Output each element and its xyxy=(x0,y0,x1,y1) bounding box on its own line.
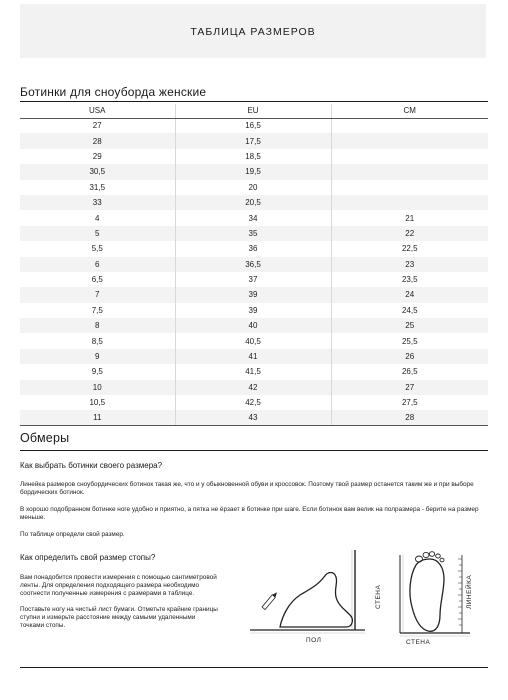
cell-usa: 9 xyxy=(20,349,175,364)
section-title-measurements: Обмеры xyxy=(20,431,70,445)
cell-usa: 30,5 xyxy=(20,164,175,179)
cell-usa: 5 xyxy=(20,226,175,241)
column-header-cm: CM xyxy=(331,104,488,118)
cell-eu: 39 xyxy=(175,287,331,302)
cell-eu: 40 xyxy=(175,318,331,333)
cell-usa: 10,5 xyxy=(89,398,106,408)
table-row xyxy=(20,318,488,333)
table-row xyxy=(20,303,488,318)
table-row xyxy=(20,333,488,348)
cell-usa: 8 xyxy=(20,318,175,333)
cell-eu: 41,5 xyxy=(175,364,331,379)
table-body xyxy=(20,118,488,426)
column-header-eu: EU xyxy=(175,104,331,118)
foot-diagram-illustration xyxy=(240,545,490,660)
paragraph-fit: В хорошо подобранном ботинке ноге удобно и приятно, а пятка не ёрзает в ботинке при шаге. Если ботинок вам велик на полразмера - берите на размер меньше. xyxy=(20,506,479,522)
cell-usa: 7 xyxy=(20,287,175,302)
table-row xyxy=(20,349,488,364)
foot-measurement-diagram xyxy=(240,545,490,660)
table-row xyxy=(20,364,488,379)
cell-cm xyxy=(331,180,488,195)
paragraph-size-line: Линейка размеров сноубордических ботинок такая же, что и у обыкновенной обуви и кроссовок. Поэтому твой размер останется таким же и при выборе бордических ботинок. xyxy=(20,481,474,497)
table-row xyxy=(20,118,488,133)
cell-eu: 36 xyxy=(175,241,331,256)
cell-cm: 25,5 xyxy=(331,333,488,348)
cell-usa: 11 xyxy=(20,410,175,425)
cell-cm: 24,5 xyxy=(331,303,488,318)
table-row xyxy=(20,180,488,195)
table-row xyxy=(20,226,488,241)
cell-cm: 26,5 xyxy=(331,364,488,379)
cell-cm xyxy=(331,149,488,164)
table-row xyxy=(20,380,488,395)
cell-cm: 24 xyxy=(331,287,488,302)
cell-eu: 16,5 xyxy=(175,118,331,133)
cell-eu: 41 xyxy=(175,349,331,364)
cell-cm xyxy=(331,118,488,133)
wall-label-side: СТЕНА xyxy=(375,584,382,609)
question-choose-size: Как выбрать ботинки своего размера? xyxy=(20,461,163,470)
cell-cm: 23 xyxy=(331,257,488,272)
table-row xyxy=(20,210,488,225)
cell-eu: 34 xyxy=(175,210,331,225)
cell-usa: 5,5 xyxy=(91,244,103,254)
cell-eu: 35 xyxy=(175,226,331,241)
table-row xyxy=(20,410,488,425)
cell-usa: 4 xyxy=(95,213,100,223)
table-header-row xyxy=(20,104,488,118)
table-row xyxy=(20,149,488,164)
cell-cm xyxy=(331,133,488,148)
table-row xyxy=(20,133,488,148)
section-divider xyxy=(20,101,488,102)
footer-divider xyxy=(20,667,488,668)
table-row xyxy=(20,164,488,179)
cell-cm xyxy=(331,195,488,210)
cell-eu: 42,5 xyxy=(175,395,331,410)
cell-eu: 19,5 xyxy=(175,164,331,179)
question-foot-size: Как определить свой размер стопы? xyxy=(20,553,156,562)
header-banner xyxy=(20,4,486,58)
cell-cm: 23,5 xyxy=(331,272,488,287)
cell-eu: 20,5 xyxy=(175,195,331,210)
wall-label-top: СТЕНА xyxy=(406,639,431,646)
cell-usa: 28 xyxy=(20,133,175,148)
cell-cm: 27,5 xyxy=(331,395,488,410)
column-header-usa: USA xyxy=(20,104,175,118)
cell-cm: 26 xyxy=(331,349,488,364)
cell-eu: 39 xyxy=(175,303,331,318)
ruler-label: ЛИНЕЙКА xyxy=(466,574,473,609)
cell-eu: 17,5 xyxy=(175,133,331,148)
cell-usa: 10 xyxy=(20,380,175,395)
cell-eu: 37 xyxy=(175,272,331,287)
cell-usa: 7,5 xyxy=(91,305,103,315)
table-row xyxy=(20,395,488,410)
cell-usa: 31,5 xyxy=(89,182,106,192)
cell-usa: 6,5 xyxy=(91,275,103,285)
cell-eu: 40,5 xyxy=(175,333,331,348)
cell-eu: 43 xyxy=(175,410,331,425)
cell-usa: 9,5 xyxy=(91,367,103,377)
section-title-boots: Ботинки для сноуборда женские xyxy=(20,85,207,99)
table-row xyxy=(20,272,488,287)
cell-cm: 21 xyxy=(331,210,488,225)
cell-eu: 20 xyxy=(175,180,331,195)
page-title: ТАБЛИЦА РАЗМЕРОВ xyxy=(190,26,316,38)
floor-label: ПОЛ xyxy=(306,637,322,644)
cell-cm: 28 xyxy=(331,410,488,425)
cell-eu: 42 xyxy=(175,380,331,395)
table-row xyxy=(20,287,488,302)
paragraph-measure-tape: Вам понадобится провести измерения с помощью сантиметровой ленты. Для определения подходящего размера необходимо соотнести полученные измерения с размерами в таблице. xyxy=(20,574,217,598)
cell-cm: 22 xyxy=(331,226,488,241)
table-row xyxy=(20,195,488,210)
table-row xyxy=(20,241,488,256)
table-row xyxy=(20,257,488,272)
size-table xyxy=(20,104,488,426)
cell-usa: 29 xyxy=(92,151,102,161)
cell-usa: 6 xyxy=(20,257,175,272)
paragraph-measure-steps: Поставьте ногу на чистый лист бумаги. Отметьте крайние границы ступни и измерьте расстояние между самыми удаленными точками стопы. xyxy=(20,606,218,630)
cell-cm: 27 xyxy=(331,380,488,395)
section-divider xyxy=(20,450,488,451)
cell-usa: 27 xyxy=(92,121,102,131)
cell-usa: 33 xyxy=(20,195,175,210)
paragraph-table-hint: По таблице определи свой размер. xyxy=(20,531,125,538)
cell-cm: 25 xyxy=(331,318,488,333)
cell-eu: 18,5 xyxy=(175,149,331,164)
cell-cm xyxy=(331,164,488,179)
cell-eu: 36,5 xyxy=(175,257,331,272)
cell-cm: 22,5 xyxy=(331,241,488,256)
cell-usa: 8,5 xyxy=(91,336,103,346)
